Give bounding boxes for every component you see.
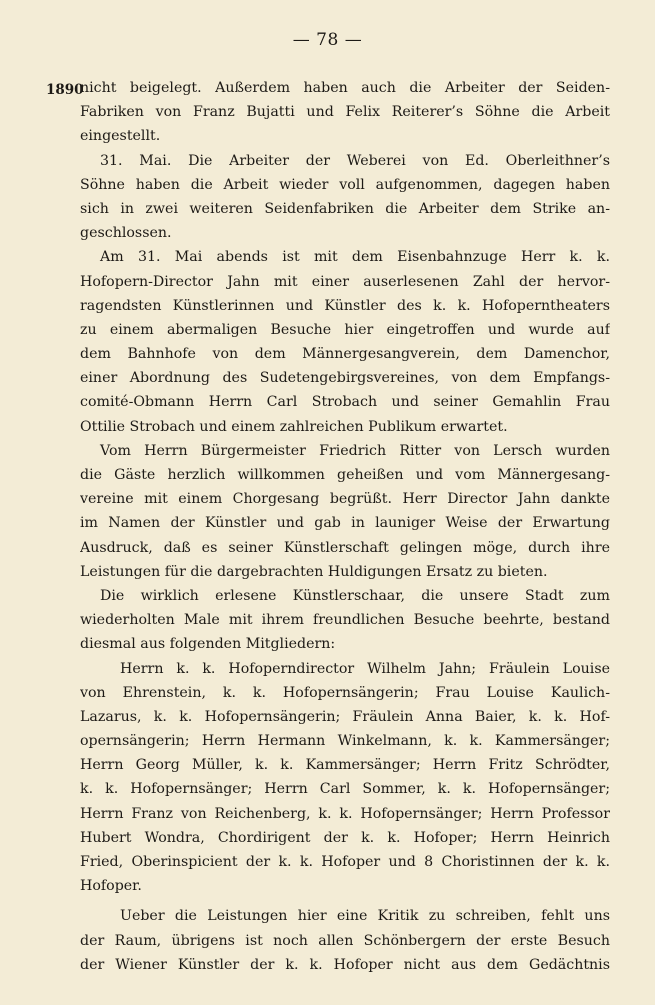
text-line: k. k. Hofopernsänger; Herrn Carl Sommer, k. k. Hofopernsänger; <box>80 781 610 798</box>
text-line: ragendsten Künstlerinnen und Künstler des k. k. Hofoperntheaters <box>80 297 610 314</box>
text-line: Ueber die Leistungen hier eine Kritik zu schreiben, fehlt uns <box>120 908 610 925</box>
text-line: Vom Herrn Bürgermeister Friedrich Ritter von Lersch wurden <box>100 442 610 459</box>
text-line: dem Bahnhofe von dem Männergesangverein, dem Damenchor, <box>80 346 610 363</box>
text-line: comité-Obmann Herrn Carl Strobach und seiner Gemahlin Frau <box>80 394 610 411</box>
text-line: zu einem abermaligen Besuche hier eingetroffen und wurde auf <box>80 321 610 338</box>
text-line: Fabriken von Franz Bujatti und Felix Reiterer’s Söhne die Arbeit <box>80 104 610 121</box>
text-line: opernsängerin; Herrn Hermann Winkelmann, k. k. Kammersänger; <box>80 733 610 750</box>
text-line: Fried, Oberinspicient der k. k. Hofoper und 8 Choristinnen der k. k. <box>80 854 610 870</box>
text-line: eingestellt. <box>80 128 161 145</box>
text-line: vereine mit einem Chorgesang begrüßt. Herr Director Jahn dankte <box>80 491 610 508</box>
text-line: Ausdruck, daß es seiner Künstlerschaft gelingen möge, durch ihre <box>80 539 610 556</box>
body-text <box>80 76 610 977</box>
text-line: im Namen der Künstler und gab in launiger Weise der Erwartung <box>80 515 610 532</box>
text-line: wiederholten Male mit ihrem freundlichen Besuche beehrte, bestand <box>80 612 610 629</box>
text-line: Herrn Georg Müller, k. k. Kammersänger; Herrn Fritz Schrödter, <box>80 757 610 774</box>
text-line: diesmal aus folgenden Mitgliedern: <box>80 636 336 653</box>
text-line: der Wiener Künstler der k. k. Hofoper nicht aus dem Gedächtnis <box>80 956 610 973</box>
page-number: — 78 — <box>292 30 363 50</box>
text-line: die Gäste herzlich willkommen geheißen und vom Männergesang- <box>80 467 610 483</box>
margin-year: 1890 <box>46 82 84 98</box>
text-line: nicht beigelegt. Außerdem haben auch die Arbeiter der Seiden- <box>80 80 610 96</box>
text-line: Am 31. Mai abends ist mit dem Eisenbahnzuge Herr k. k. <box>100 249 610 266</box>
text-line: Herrn Franz von Reichenberg, k. k. Hofopernsänger; Herrn Professor <box>80 805 610 822</box>
text-line: der Raum, übrigens ist noch allen Schönbergern der erste Besuch <box>80 932 610 949</box>
text-line: von Ehrenstein, k. k. Hofopernsängerin; Frau Louise Kaulich- <box>80 684 610 701</box>
text-line: Hofopern-Director Jahn mit einer auserlesenen Zahl der hervor- <box>80 273 610 290</box>
text-line: Leistungen für die dargebrachten Huldigungen Ersatz zu bieten. <box>80 563 548 580</box>
text-line: Die wirklich erlesene Künstlerschaar, die unsere Stadt zum <box>100 587 610 604</box>
text-line: einer Abordnung des Sudetengebirgsvereines, von dem Empfangs- <box>80 370 610 387</box>
text-line: Ottilie Strobach und einem zahlreichen Publikum erwartet. <box>80 418 508 435</box>
text-line: Lazarus, k. k. Hofopernsängerin; Fräulein Anna Baier, k. k. Hof- <box>80 708 610 725</box>
text-line: Herrn k. k. Hofoperndirector Wilhelm Jahn; Fräulein Louise <box>120 660 610 677</box>
text-line: Hofoper. <box>80 878 142 895</box>
text-line: 31. Mai. Die Arbeiter der Weberei von Ed. Oberleithner’s <box>100 152 610 169</box>
text-line: Hubert Wondra, Chordirigent der k. k. Hofoper; Herrn Heinrich <box>80 829 610 846</box>
text-line: geschlossen. <box>80 225 172 242</box>
text-line: Söhne haben die Arbeit wieder voll aufgenommen, dagegen haben <box>80 176 610 193</box>
text-line: sich in zwei weiteren Seidenfabriken die Arbeiter dem Strike an- <box>80 200 610 217</box>
